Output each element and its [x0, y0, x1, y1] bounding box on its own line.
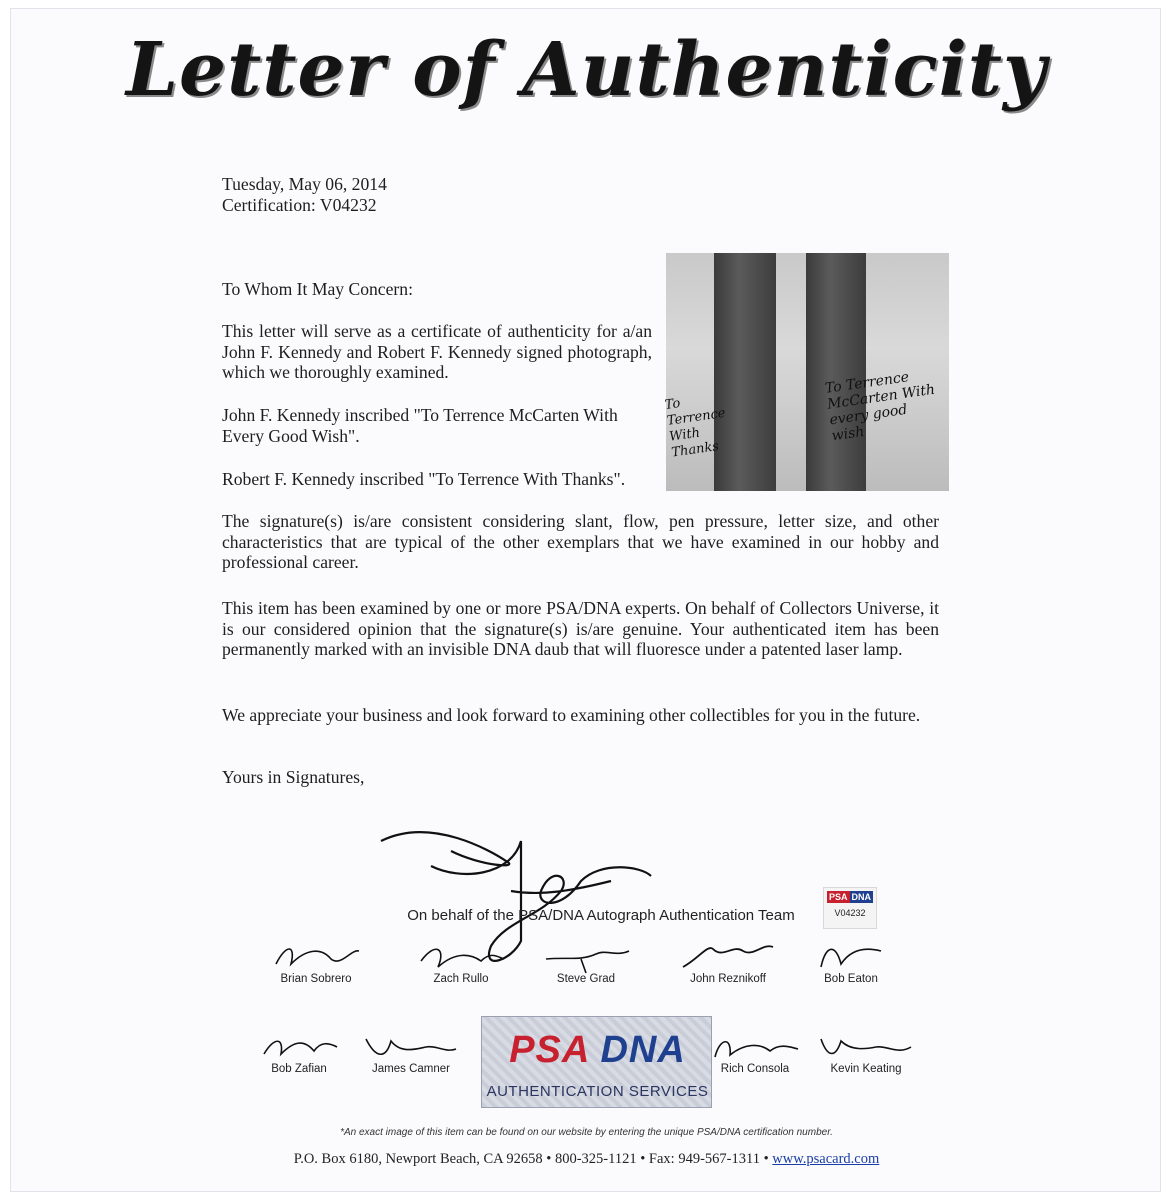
signer-bob-eaton: Bob Eaton: [801, 939, 901, 985]
badge-subtitle: AUTHENTICATION SERVICES: [486, 1083, 709, 1100]
jfk-inscription: To Terrence McCarten With every good wish: [824, 369, 937, 445]
badge-logo: PSA DNA: [509, 1029, 686, 1071]
team-statement: On behalf of the PSA/DNA Autograph Authentication Team: [407, 907, 795, 924]
sticker-code: V04232: [834, 908, 866, 918]
salutation: To Whom It May Concern:: [222, 279, 413, 299]
certificate-page: [10, 8, 1161, 1192]
paragraph-appreciation: We appreciate your business and look forward to examining other collectibles for you in the future.: [222, 705, 921, 725]
paragraph-consistency: The signature(s) is/are consistent considering slant, flow, pen pressure, letter size, and other characteristics that are typical of the other exemplars that we have examined in our hobby and professional career.: [222, 511, 939, 572]
signer-john-reznikoff: John Reznikoff: [663, 939, 793, 985]
paragraph-rfk-inscription: Robert F. Kennedy inscribed "To Terrence With Thanks".: [222, 469, 626, 489]
certification-number: Certification: V04232: [222, 195, 377, 215]
paragraph-jfk-inscription: John F. Kennedy inscribed "To Terrence McCarten With Every Good Wish".: [222, 405, 618, 446]
photo-figure-right: [806, 253, 866, 491]
signer-steve-grad: Steve Grad: [531, 939, 641, 985]
signed-photograph: [663, 253, 949, 491]
signer-kevin-keating: Kevin Keating: [811, 1029, 921, 1075]
footer-address: P.O. Box 6180, Newport Beach, CA 92658 • 800-325-1121 • Fax: 949-567-1311 •: [293, 1151, 773, 1167]
letter-date: Tuesday, May 06, 2014: [222, 174, 387, 194]
signer-brian-sobrero: Brian Sobrero: [261, 939, 371, 985]
signer-james-camner: James Camner: [351, 1029, 471, 1075]
disclaimer: *An exact image of this item can be found on our website by entering the unique PSA/DNA certification number.: [340, 1127, 833, 1138]
signer-rich-consola: Rich Consola: [705, 1029, 805, 1075]
photo-figure-left: [714, 253, 776, 491]
paragraph-certificate: This letter will serve as a certificate of authenticity for a/an John F. Kennedy and Robert F. Kennedy signed photograph, which we thoroughly examined.: [222, 321, 652, 382]
closing: Yours in Signatures,: [222, 767, 365, 787]
footer-contact: [11, 1151, 1162, 1168]
signer-bob-zafian: Bob Zafian: [249, 1029, 349, 1075]
sticker-logo: PSA DNA: [828, 892, 871, 902]
psa-dna-sticker: [823, 887, 877, 929]
signer-zach-rullo: Zach Rullo: [406, 939, 516, 985]
paragraph-examination: This item has been examined by one or more PSA/DNA experts. On behalf of Collectors Universe, it is our considered opinion that the signature(s) is/are genuine. Your authenticated item has been permanently marked with an invisible DNA daub that will fluoresce under a patented laser lamp.: [222, 598, 939, 659]
letter-title: Letter of Authenticity: [126, 27, 1047, 113]
psa-dna-badge: [481, 1016, 712, 1108]
website-link[interactable]: www.psacard.com: [772, 1151, 880, 1167]
rfk-inscription: To Terrence With Thanks: [663, 396, 727, 461]
